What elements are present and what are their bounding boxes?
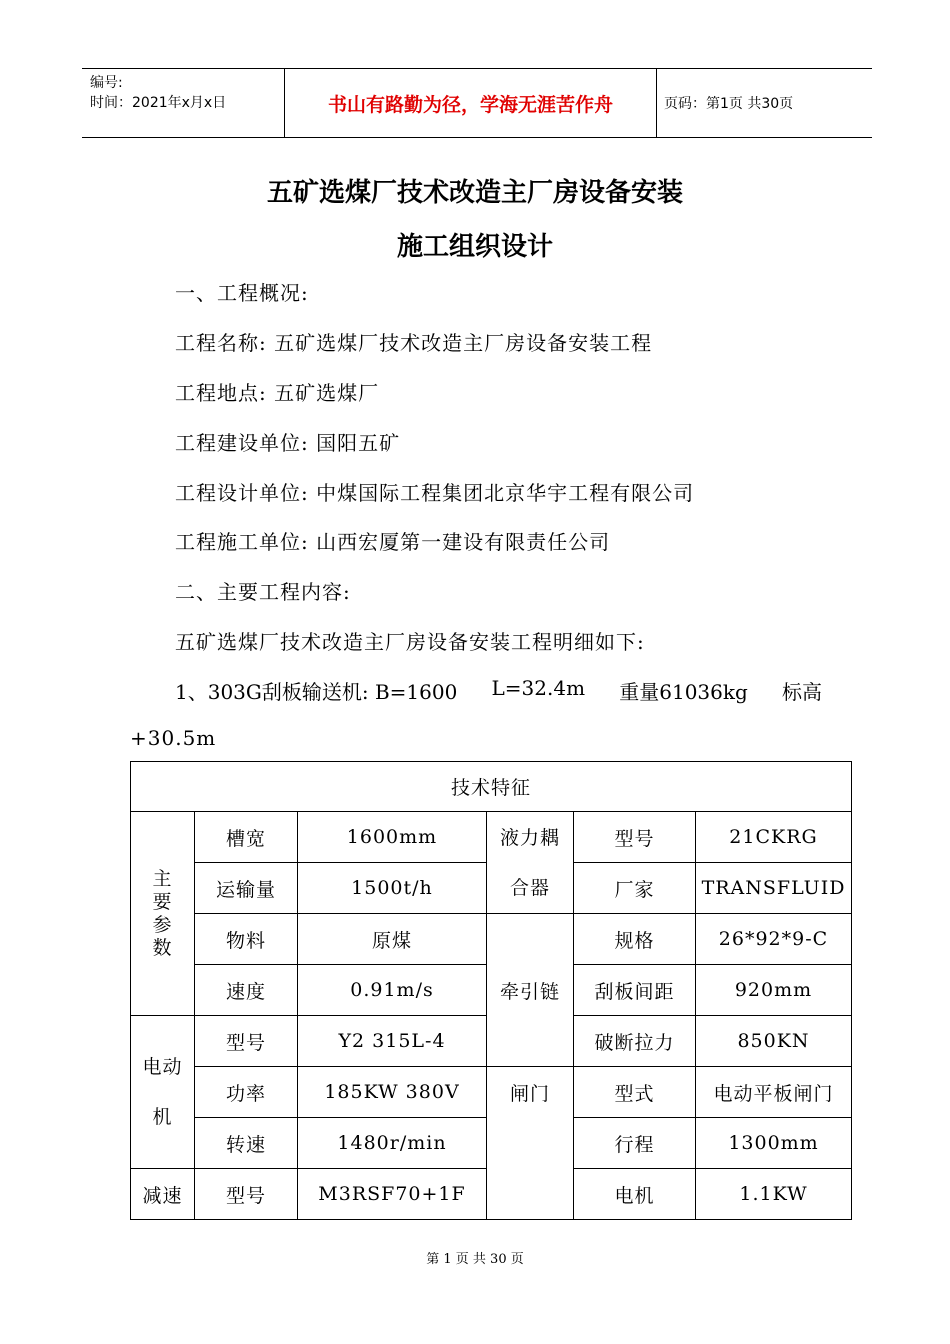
group-chain: 牵引链	[487, 914, 574, 1067]
table-row	[131, 1067, 852, 1118]
row-right-label: 破断拉力	[574, 1016, 696, 1067]
header-page-code: 页码：第1页 共30页	[664, 96, 794, 112]
contents-intro: 五矿选煤厂技术改造主厂房设备安装工程明细如下:	[175, 630, 645, 654]
row-label: 槽宽	[195, 812, 298, 863]
item-1-part: 重量61036kg	[619, 680, 748, 704]
row-right-value: 21CKRG	[696, 812, 852, 863]
item-1-line	[175, 676, 822, 705]
row-right-label: 行程	[574, 1118, 696, 1169]
technical-spec-table	[130, 761, 852, 1220]
table-row	[131, 812, 852, 863]
row-right-value: 920mm	[696, 965, 852, 1016]
table-header: 技术特征	[131, 762, 852, 812]
group-main-params-label: 主要参数	[152, 867, 173, 959]
row-label: 功率	[195, 1067, 298, 1118]
row-value: M3RSF70+1F	[298, 1169, 487, 1220]
row-right-label: 电机	[574, 1169, 696, 1220]
group-coupling-label	[487, 813, 573, 913]
group-main-params	[131, 812, 195, 1016]
row-right-value: 1.1KW	[696, 1169, 852, 1220]
row-value: 1500t/h	[298, 863, 487, 914]
row-label: 转速	[195, 1118, 298, 1169]
document-title-line1: 五矿选煤厂技术改造主厂房设备安装	[266, 178, 683, 208]
row-label: 物料	[195, 914, 298, 965]
group-reducer: 减速	[131, 1169, 195, 1220]
row-right-value: 电动平板闸门	[696, 1067, 852, 1118]
row-value: 1600mm	[298, 812, 487, 863]
page-footer: 第 1 页 共 30 页	[426, 1252, 524, 1267]
project-contractor: 工程施工单位: 山西宏厦第一建设有限责任公司	[175, 530, 611, 554]
row-value: Y2 315L-4	[298, 1016, 487, 1067]
row-right-label: 规格	[574, 914, 696, 965]
header-motto: 书山有路勤为径，学海无涯苦作舟	[327, 93, 613, 116]
row-right-value: 26*92*9-C	[696, 914, 852, 965]
project-designer: 工程设计单位: 中煤国际工程集团北京华宇工程有限公司	[175, 481, 695, 505]
project-name: 工程名称: 五矿选煤厂技术改造主厂房设备安装工程	[175, 331, 653, 355]
group-coupling-text: 液力耦合器	[499, 826, 560, 899]
header-divider-right	[656, 69, 657, 137]
item-1-part: 1、303G刮板输送机: B=1600	[175, 680, 458, 704]
row-value: 原煤	[298, 914, 487, 965]
item-1-part: 标高	[781, 680, 822, 704]
table-row	[131, 914, 852, 965]
item-1-part: L=32.4m	[491, 676, 586, 700]
row-right-value: 1300mm	[696, 1118, 852, 1169]
project-owner: 工程建设单位: 国阳五矿	[175, 431, 401, 455]
page-header	[82, 68, 872, 138]
row-label: 型号	[195, 1169, 298, 1220]
row-right-label: 型号	[574, 812, 696, 863]
document-time: 时间：2021年x月x日	[90, 95, 227, 111]
row-right-label: 厂家	[574, 863, 696, 914]
row-label: 运输量	[195, 863, 298, 914]
row-right-value: TRANSFLUID	[696, 863, 852, 914]
row-value: 0.91m/s	[298, 965, 487, 1016]
group-gate: 闸门	[487, 1067, 574, 1220]
group-motor	[131, 1016, 195, 1169]
document-title-line2: 施工组织设计	[396, 232, 553, 262]
row-label: 速度	[195, 965, 298, 1016]
document-number-label: 编号:	[90, 75, 123, 91]
row-right-label: 刮板间距	[574, 965, 696, 1016]
project-location: 工程地点: 五矿选煤厂	[175, 381, 380, 405]
section-heading-overview: 一、工程概况:	[175, 281, 309, 305]
row-value: 1480r/min	[298, 1118, 487, 1169]
item-1-continuation: +30.5m	[130, 726, 217, 750]
row-right-value: 850KN	[696, 1016, 852, 1067]
section-heading-contents: 二、主要工程内容:	[175, 580, 351, 604]
group-motor-label: 电动机	[142, 1056, 183, 1128]
row-label: 型号	[195, 1016, 298, 1067]
row-value: 185KW 380V	[298, 1067, 487, 1118]
group-coupling	[487, 812, 574, 914]
row-right-label: 型式	[574, 1067, 696, 1118]
header-meta	[90, 73, 226, 113]
